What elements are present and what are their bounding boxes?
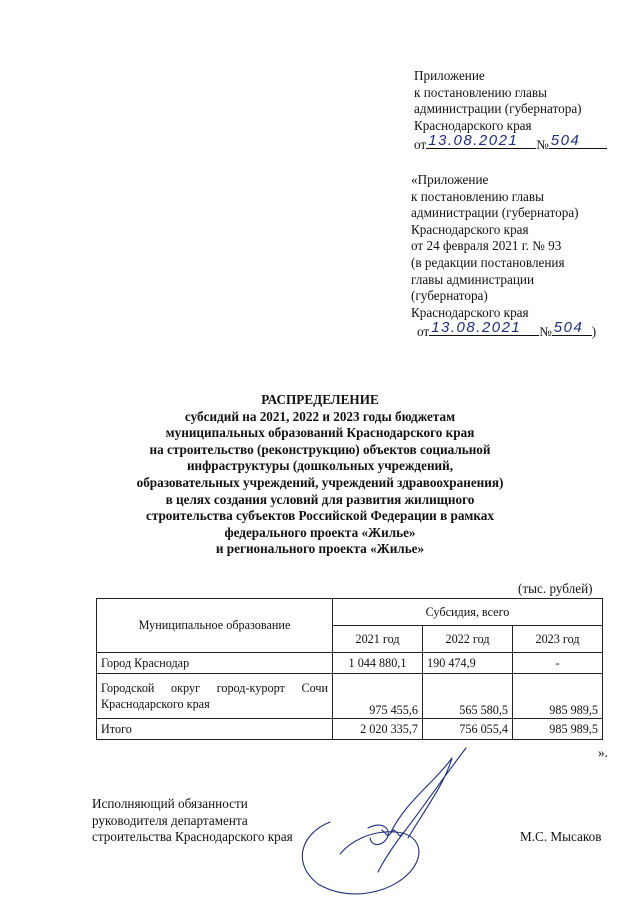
appendix-line: (губернатора): [411, 288, 488, 304]
appendix-line: (в редакции постановления: [411, 254, 565, 270]
title-line: инфраструктуры (дошкольных учреждений,: [186, 458, 454, 474]
document-title: [60, 392, 580, 558]
row-municipality-line: Городской округ город-курорт Сочи: [101, 681, 328, 695]
handwritten-number: 504: [552, 321, 592, 336]
cell-value: 190 474,9: [423, 653, 513, 674]
header-year: 2023 год: [513, 626, 603, 653]
cell-value: 985 989,5: [513, 674, 603, 719]
handwritten-signature: [270, 742, 510, 902]
number-sign: №: [536, 137, 549, 153]
table-row: [97, 653, 603, 674]
appendix-line: главы администрации: [411, 271, 535, 287]
signatory-block: [92, 796, 293, 846]
appendix-line: Краснодарского края: [411, 304, 529, 320]
appendix-line: Краснодарского края: [414, 117, 532, 133]
appendix-line: «Приложение: [411, 172, 489, 187]
signatory-name: М.С. Мысаков: [520, 829, 602, 844]
closing-paren: ): [591, 324, 597, 340]
appendix-line: Приложение: [414, 68, 485, 83]
appendix-line: к постановлению главы: [414, 84, 547, 100]
header-year: 2021 год: [333, 626, 423, 653]
title-line: в целях создания условий для развития жилищного: [165, 491, 475, 507]
cell-value: 985 989,5: [513, 719, 603, 740]
row-municipality: Итого: [97, 719, 333, 740]
table-end-mark: ».: [598, 745, 608, 760]
header-year: 2022 год: [423, 626, 513, 653]
appendix-date-line: [417, 318, 597, 341]
appendix-line: от 24 февраля 2021 г. № 93: [411, 238, 562, 254]
number-sign: №: [539, 324, 552, 340]
title-line: и регионального проекта «Жилье»: [215, 541, 425, 557]
cell-value: 2 020 335,7: [333, 719, 423, 740]
table-row: [97, 674, 603, 719]
table-row: [97, 719, 603, 740]
appendix-header-1: [414, 68, 607, 154]
subsidy-table: [96, 598, 603, 740]
row-municipality-line: Краснодарского края: [101, 697, 210, 711]
appendix-header-2: [411, 172, 596, 341]
title-line: строительства субъектов Российской Федерации в рамках: [145, 508, 494, 524]
date-prefix: от: [414, 137, 427, 153]
handwritten-number: 504: [549, 134, 607, 149]
appendix-line: к постановлению главы: [411, 188, 544, 204]
cell-value: 975 455,6: [333, 674, 423, 719]
appendix-line: Краснодарского края: [411, 221, 529, 237]
units-label: (тыс. рублей): [518, 581, 593, 596]
handwritten-date: 13.08.2021: [426, 134, 536, 149]
signatory-line: руководителя департамента: [92, 812, 248, 828]
appendix-line: администрации (губернатора): [414, 101, 582, 117]
title-line: муниципальных образований Краснодарского края: [165, 425, 475, 441]
signatory-line: Исполняющий обязанности: [92, 796, 248, 811]
header-subsidy: Субсидия, всего: [333, 599, 603, 626]
cell-value: 1 044 880,1: [333, 653, 423, 674]
signatory-line: строительства Краснодарского края: [92, 829, 293, 845]
appendix-date-line: [414, 131, 607, 154]
row-municipality: [97, 674, 333, 719]
title-line: федерального проекта «Жилье»: [224, 524, 416, 540]
cell-value: 565 580,5: [423, 674, 513, 719]
cell-value: -: [513, 653, 603, 674]
header-municipality: Муниципальное образование: [97, 599, 333, 653]
title-line: на строительство (реконструкцию) объектов социальной: [149, 441, 491, 457]
row-municipality: Город Краснодар: [97, 653, 333, 674]
title-heading: РАСПРЕДЕЛЕНИЕ: [261, 392, 379, 407]
title-line: субсидий на 2021, 2022 и 2023 годы бюджетам: [184, 408, 456, 424]
handwritten-date: 13.08.2021: [429, 321, 539, 336]
appendix-line: администрации (губернатора): [411, 205, 579, 221]
cell-value: 756 055,4: [423, 719, 513, 740]
date-prefix: от: [417, 324, 430, 340]
title-line: образовательных учреждений, учреждений здравоохранения): [136, 474, 504, 490]
